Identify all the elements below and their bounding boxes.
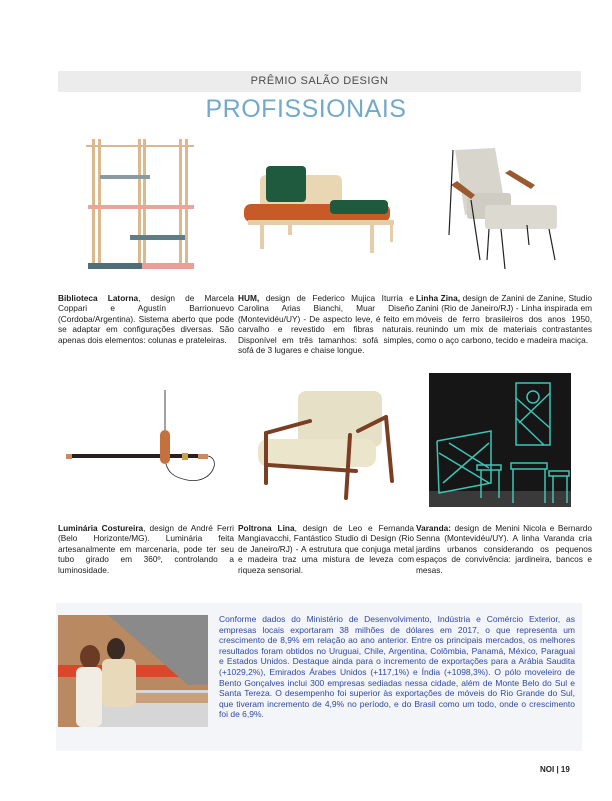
caption-poltrona-lina: Poltrona Lina, design de Leo e Fernanda Mangiavacchi, Fantástico Studio di Design (Rio de Janeiro/RJ) - A estrutura que conjuga metal e madeira traz uma mistura de leveza com riqueza sensorial. — [238, 523, 414, 575]
caption-linha-zina: Linha Zina, design de Zanini de Zanine, Studio Zanini (Rio de Janeiro/RJ) - Linha inspirada em móveis de ferro brasileiros dos anos 1950, reunindo um mix de materiais contrastantes como o aço carbono, tecido e madeira maciça. — [416, 293, 592, 345]
product-name: Biblioteca Latorna — [58, 293, 139, 303]
product-name: Luminária Costureira — [58, 523, 144, 533]
product-name: Poltrona Lina — [238, 523, 295, 533]
page-folio: NOI | 19 — [540, 765, 570, 774]
section-kicker: PRÊMIO SALÃO DESIGN — [58, 71, 581, 92]
caption-biblioteca-latorna: Biblioteca Latorna, design de Marcela Coppari e Agustín Barrionuevo (Cordoba/Argentina). Sistema aberto que pode se adaptar em configurações diversas. São apenas dois elementos: colunas e prateleiras. — [58, 293, 234, 345]
caption-varanda: Varanda: design de Menini Nicola e Bernardo Senna (Montevidéu/UY). A linha Varanda cria jardins urbanos considerando os pequenos espaços de convivência: jardineira, bancos e mesas. — [416, 523, 592, 575]
product-name: HUM, — [238, 293, 260, 303]
photo-hum-chaise — [238, 150, 398, 255]
caption-hum: HUM, design de Federico Mujica Iturria e Carolina Arias Bianchi, Muar Diseño (Montevidéu/UY) - De aspecto leve, é feito em carvalho e revestido em fibras naturais. Disponível em três tamanhos: sofá simples, sofá de 3 lugares e chaise longue. — [238, 293, 414, 356]
photo-poltrona-lina — [250, 383, 400, 503]
photo-luminaria-costureira — [62, 385, 227, 500]
product-name: Varanda: — [416, 523, 452, 533]
photo-linha-zina — [445, 145, 565, 270]
page-title: PROFISSIONAIS — [205, 95, 407, 123]
photo-biblioteca-latorna — [84, 135, 196, 275]
info-box-text: Conforme dados do Ministério de Desenvolvimento, Indústria e Comércio Exterior, as empresas locais exportaram 38 milhões de dólares em 2017, o que representa um crescimento de 8,9% em relação ao ano anterior. Entre os principais mercados, os melhores resultados foram obtidos no Uruguai, Chile, Argentina, Colômbia, Panamá, México, Paraguai e Estados Unidos. Destaque ainda para o incremento de exportações para a Arábia Saudita (+1029,2%), Emirados Árabes Unidos (+117,1%) e Índia (+1098,3%). O pólo moveleiro de Bento Gonçalves inclui 300 empresas sediadas nessa cidade, além de Monte Belo do Sul e Santa Tereza. O desempenho foi superior às exportações de móveis do Rio Grande do Sul, que tiveram incremento de 4,9% no período, e do Brasil como um todo, onde o crescimento foi de 6,9%. — [219, 614, 575, 720]
caption-luminaria-costureira: Luminária Costureira, design de André Ferri (Belo Horizonte/MG). Luminária feita artesanalmente em marcenaria, pode ter seu tubo girado em 360º, controlando a luminosidade. — [58, 523, 234, 575]
product-name: Linha Zina, — [416, 293, 461, 303]
photo-factory-workers — [58, 615, 208, 727]
photo-varanda — [429, 373, 571, 507]
